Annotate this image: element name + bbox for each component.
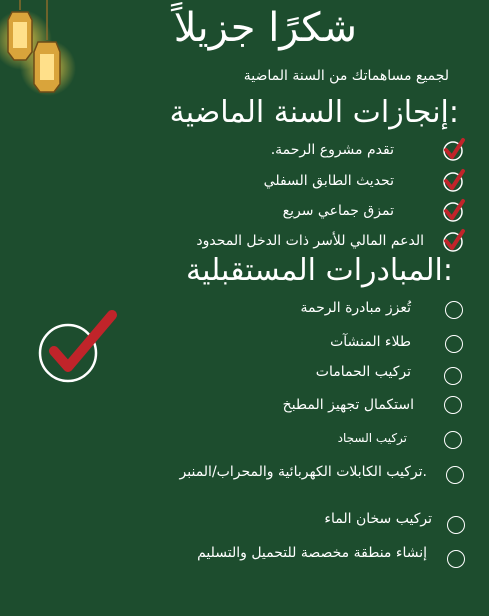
future-item: استكمال تجهيز المطبخ — [282, 397, 414, 413]
lantern-icon — [0, 0, 80, 104]
future-item: طلاء المنشآت — [330, 334, 411, 350]
subtitle: لجميع مساهماتك من السنة الماضية — [243, 68, 449, 84]
circle-icon — [447, 550, 465, 568]
past-achievements-heading: :إنجازات السنة الماضية — [169, 95, 459, 130]
past-item: الدعم المالي للأسر ذات الدخل المحدود — [196, 233, 424, 249]
circle-icon — [444, 431, 462, 449]
page-title: شكرًا جزيلاً — [173, 5, 357, 51]
past-item: تمزق جماعي سريع — [282, 203, 394, 219]
past-item: تقدم مشروع الرحمة. — [270, 142, 394, 158]
circle-icon — [445, 335, 463, 353]
future-item: تركيب سخان الماء — [324, 511, 432, 527]
check-icon — [440, 198, 466, 224]
check-icon — [440, 228, 466, 254]
future-item: تركيب السجاد — [337, 431, 407, 445]
circle-icon — [445, 301, 463, 319]
circle-icon — [444, 396, 462, 414]
circle-check-icon — [38, 305, 118, 385]
check-icon — [440, 168, 466, 194]
circle-icon — [446, 466, 464, 484]
check-icon — [440, 137, 466, 163]
future-item: .تركيب الكابلات الكهربائية والمحراب/المنبر — [179, 464, 427, 480]
future-item: تركيب الحمامات — [315, 364, 411, 380]
circle-icon — [447, 516, 465, 534]
future-initiatives-heading: :المبادرات المستقبلية — [185, 253, 453, 288]
circle-icon — [444, 367, 462, 385]
future-item: إنشاء منطقة مخصصة للتحميل والتسليم — [197, 545, 427, 561]
future-item: تُعزز مبادرة الرحمة — [300, 300, 411, 316]
past-item: تحديث الطابق السفلي — [263, 173, 394, 189]
